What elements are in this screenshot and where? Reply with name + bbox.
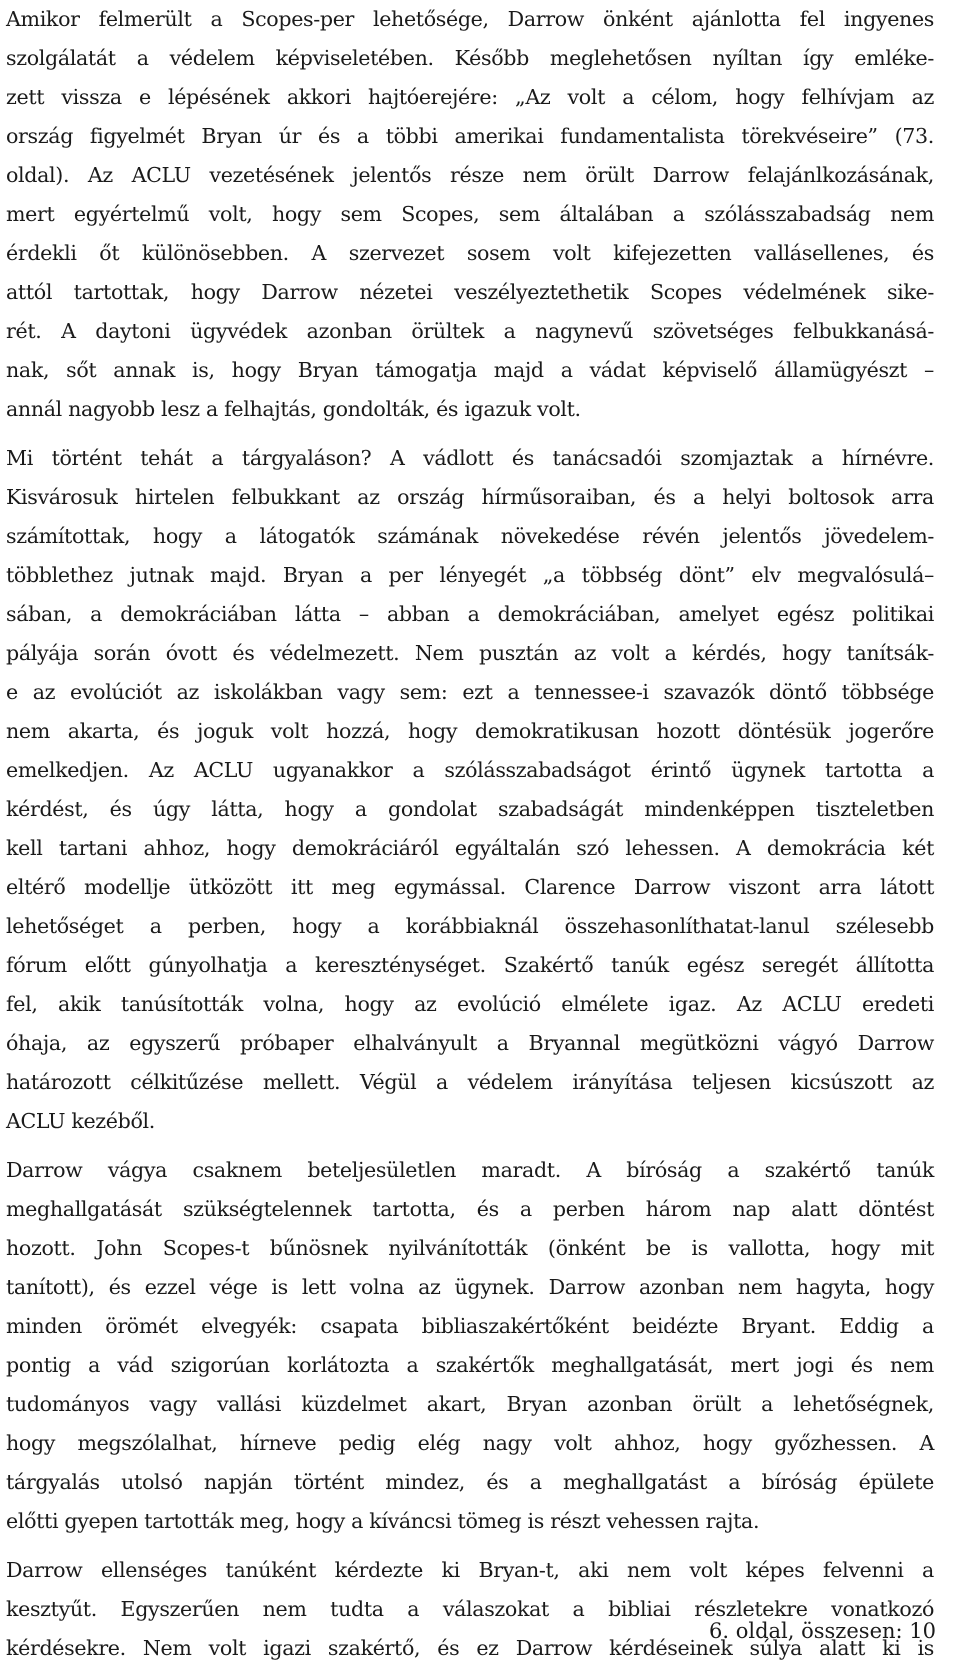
text-line: tanított), és ezzel vége is lett volna az ügynek. Darrow azonban nem hagyta, hogy [6, 1275, 934, 1299]
text-line: Amikor felmerült a Scopes-per lehetősége, Darrow önként ajánlotta fel ingyenes [6, 7, 934, 31]
paragraph-gap [6, 429, 934, 439]
text-line: Darrow vágya csaknem beteljesületlen maradt. A bíróság a szakértő tanúk [6, 1158, 934, 1182]
text-line: mert egyértelmű volt, hogy sem Scopes, sem általában a szólásszabadság nem [6, 202, 934, 226]
text-line: e az evolúciót az iskolákban vagy sem: ezt a tennessee-i szavazók döntő többsége [6, 680, 934, 704]
paragraph-2 [6, 439, 934, 1141]
text-line: annál nagyobb lesz a felhajtás, gondolták, és igazuk volt. [6, 397, 581, 421]
text-line: hozott. John Scopes-t bűnösnek nyilvánították (önként be is vallotta, hogy mit [6, 1236, 934, 1260]
text-line: számítottak, hogy a látogatók számának növekedése révén jelentős jövedelem- [6, 524, 934, 548]
text-line: kérdést, és úgy látta, hogy a gondolat szabadságát mindenképpen tiszteletben [6, 797, 934, 821]
text-line: Mi történt tehát a tárgyaláson? A vádlott és tanácsadói szomjaztak a hírnévre. [6, 446, 934, 470]
text-line: óhaja, az egyszerű próbaper elhalványult a Bryannal megütközni vágyó Darrow [6, 1031, 934, 1055]
text-line: tárgyalás utolsó napján történt mindez, és a meghallgatást a bíróság épülete [6, 1470, 934, 1494]
text-line: meghallgatását szükségtelennek tartotta, és a perben három nap alatt döntést [6, 1197, 934, 1221]
text-line: fórum előtt gúnyolhatja a kereszténységet. Szakértő tanúk egész seregét állította [6, 953, 934, 977]
text-line: sában, a demokráciában látta – abban a demokráciában, amelyet egész politikai [6, 602, 934, 626]
text-line: rét. A daytoni ügyvédek azonban örültek a nagynevű szövetséges felbukkanásá- [6, 319, 934, 343]
text-line: minden örömét elvegyék: csapata bibliaszakértőként beidézte Bryant. Eddig a [6, 1314, 934, 1338]
text-line: attól tartottak, hogy Darrow nézetei veszélyeztethetik Scopes védelmének sike- [6, 280, 934, 304]
text-line: érdekli őt különösebben. A szervezet sosem volt kifejezetten vallásellenes, és [6, 241, 934, 265]
text-line: hogy megszólalhat, hírneve pedig elég nagy volt ahhoz, hogy győzhessen. A [6, 1431, 934, 1455]
text-line: emelkedjen. Az ACLU ugyanakkor a szólásszabadságot érintő ügynek tartotta a [6, 758, 934, 782]
text-line: ország figyelmét Bryan úr és a többi amerikai fundamentalista törekvéseire” (73. [6, 124, 934, 148]
text-line: előtti gyepen tartották meg, hogy a kíváncsi tömeg is részt vehessen rajta. [6, 1509, 760, 1533]
text-line: nak, sőt annak is, hogy Bryan támogatja majd a vádat képviselő államügyészt – [6, 358, 934, 382]
text-line: tudományos vagy vallási küzdelmet akart, Bryan azonban örült a lehetőségnek, [6, 1392, 934, 1416]
paragraph-3 [6, 1151, 934, 1541]
text-line: fel, akik tanúsították volna, hogy az evolúció elmélete igaz. Az ACLU eredeti [6, 992, 934, 1016]
document-page [6, 0, 934, 1668]
text-line: kell tartani ahhoz, hogy demokráciáról egyáltalán szó lehessen. A demokrácia két [6, 836, 934, 860]
page-number-footer: 6. oldal, összesen: 10 [709, 1619, 936, 1643]
text-line: lehetőséget a perben, hogy a korábbiaknál összehasonlíthatat-lanul szélesebb [6, 914, 934, 938]
text-line: szolgálatát a védelem képviseletében. Később meglehetősen nyíltan így emléke- [6, 46, 934, 70]
text-line: Darrow ellenséges tanúként kérdezte ki Bryan-t, aki nem volt képes felvenni a [6, 1558, 934, 1582]
paragraph-4 [6, 1551, 934, 1668]
text-line: Kisvárosuk hirtelen felbukkant az ország hírműsoraiban, és a helyi boltosok arra [6, 485, 934, 509]
text-line: ACLU kezéből. [6, 1109, 155, 1133]
text-line: oldal). Az ACLU vezetésének jelentős része nem örült Darrow felajánlkozásának, [6, 163, 934, 187]
paragraph-gap [6, 1141, 934, 1151]
text-line: pályája során óvott és védelmezett. Nem pusztán az volt a kérdés, hogy tanítsák- [6, 641, 934, 665]
text-line: zett vissza e lépésének akkori hajtóerejére: „Az volt a célom, hogy felhívjam az [6, 85, 934, 109]
text-line: eltérő modellje ütközött itt meg egymással. Clarence Darrow viszont arra látott [6, 875, 934, 899]
text-line: kesztyűt. Egyszerűen nem tudta a válaszokat a bibliai részletekre vonatkozó [6, 1597, 934, 1621]
text-line: többlethez jutnak majd. Bryan a per lényegét „a többség dönt” elv megvalósulá– [6, 563, 934, 587]
text-line: kérdésekre. Nem volt igazi szakértő, és ez Darrow kérdéseinek súlya alatt ki is [6, 1636, 934, 1660]
text-line: nem akarta, és joguk volt hozzá, hogy demokratikusan hozott döntésük jogerőre [6, 719, 934, 743]
text-line: pontig a vád szigorúan korlátozta a szakértők meghallgatását, mert jogi és nem [6, 1353, 934, 1377]
paragraph-1 [6, 0, 934, 429]
paragraph-gap [6, 1541, 934, 1551]
text-line: határozott célkitűzése mellett. Végül a védelem irányítása teljesen kicsúszott az [6, 1070, 934, 1094]
